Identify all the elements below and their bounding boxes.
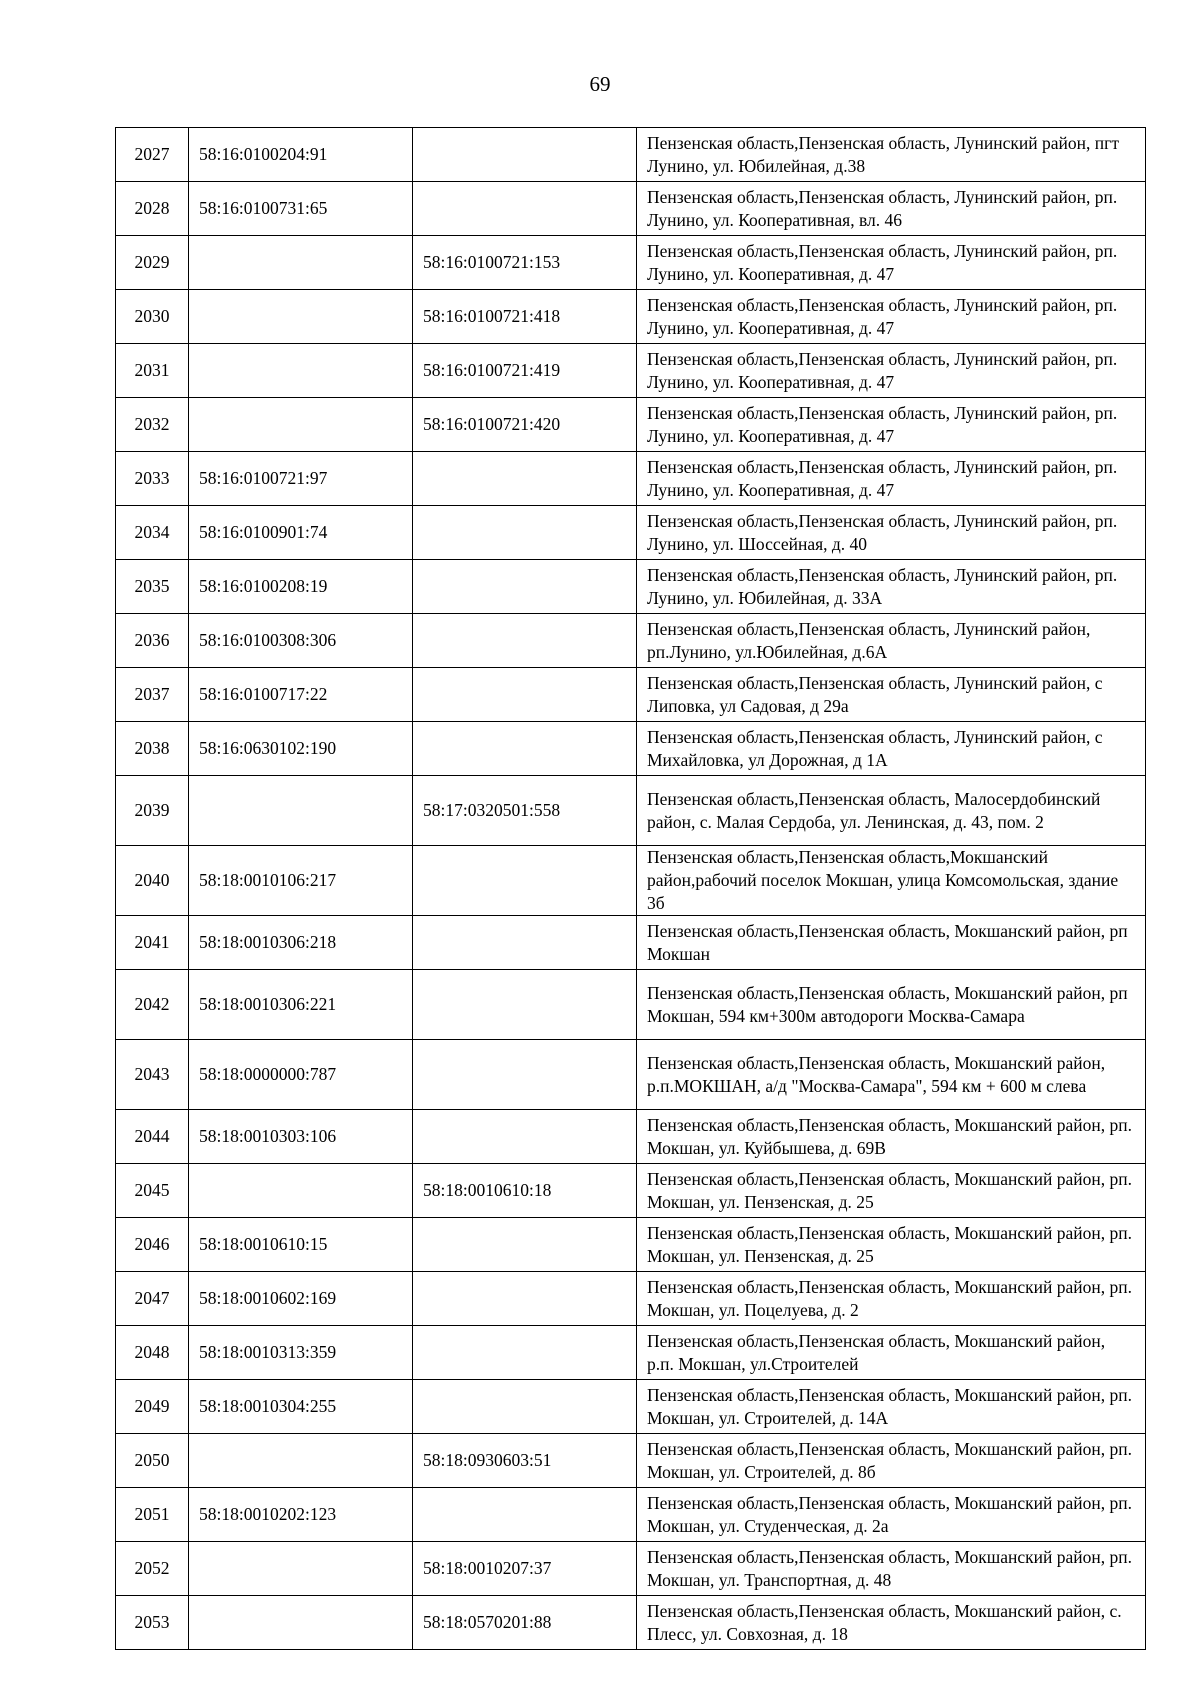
- row-number-cell: 2050: [116, 1434, 189, 1488]
- row-number-cell: 2046: [116, 1218, 189, 1272]
- cadastral-number-alt-cell: [413, 970, 637, 1040]
- row-number-cell: 2034: [116, 506, 189, 560]
- table-row: [116, 1542, 1146, 1596]
- cadastral-number-alt-cell: 58:18:0930603:51: [413, 1434, 637, 1488]
- row-number-cell: 2045: [116, 1164, 189, 1218]
- table-row: [116, 722, 1146, 776]
- cadastral-number-alt-cell: [413, 1272, 637, 1326]
- cadastral-number-alt-cell: [413, 722, 637, 776]
- cadastral-number-alt-cell: [413, 1380, 637, 1434]
- cadastral-number-cell: 58:16:0100731:65: [189, 182, 413, 236]
- cadastral-number-alt-cell: [413, 1040, 637, 1110]
- table-row: [116, 506, 1146, 560]
- table-row: [116, 398, 1146, 452]
- property-registry-table: [115, 127, 1146, 1650]
- row-number-cell: 2037: [116, 668, 189, 722]
- table-row: [116, 128, 1146, 182]
- cadastral-number-cell: 58:18:0010610:15: [189, 1218, 413, 1272]
- table-row: [116, 560, 1146, 614]
- address-cell: Пензенская область,Пензенская область, Лунинский район, пгт Лунино, ул. Юбилейная, д.38: [637, 128, 1146, 182]
- cadastral-number-alt-cell: [413, 1488, 637, 1542]
- address-cell: Пензенская область,Пензенская область, Мокшанский район, р.п. Мокшан, ул.Строителей: [637, 1326, 1146, 1380]
- cadastral-number-cell: 58:16:0100204:91: [189, 128, 413, 182]
- address-cell: Пензенская область,Пензенская область, Мокшанский район, рп. Мокшан, ул. Студенческая, д. 2а: [637, 1488, 1146, 1542]
- address-cell: Пензенская область,Пензенская область, Мокшанский район, рп Мокшан: [637, 916, 1146, 970]
- address-cell: Пензенская область,Пензенская область, Мокшанский район, рп. Мокшан, ул. Куйбышева, д. 69В: [637, 1110, 1146, 1164]
- address-cell: Пензенская область,Пензенская область, Лунинский район, рп. Лунино, ул. Кооперативная, д. 47: [637, 236, 1146, 290]
- address-cell: Пензенская область,Пензенская область, Лунинский район, рп. Лунино, ул. Шоссейная, д. 40: [637, 506, 1146, 560]
- address-cell: Пензенская область,Пензенская область, Мокшанский район, рп. Мокшан, ул. Пензенская, д. 25: [637, 1218, 1146, 1272]
- address-cell: Пензенская область,Пензенская область, Лунинский район, рп. Лунино, ул. Кооперативная, д. 47: [637, 398, 1146, 452]
- cadastral-number-cell: [189, 1596, 413, 1650]
- address-cell: Пензенская область,Пензенская область, Мокшанский район, рп. Мокшан, ул. Пензенская, д. 25: [637, 1164, 1146, 1218]
- cadastral-number-cell: 58:16:0100721:97: [189, 452, 413, 506]
- cadastral-number-alt-cell: 58:16:0100721:420: [413, 398, 637, 452]
- table-row: [116, 1218, 1146, 1272]
- table-row: [116, 1488, 1146, 1542]
- address-cell: Пензенская область,Пензенская область, Мокшанский район, рп. Мокшан, ул. Транспортная, д. 48: [637, 1542, 1146, 1596]
- table-row: [116, 1596, 1146, 1650]
- cadastral-number-cell: 58:16:0100308:306: [189, 614, 413, 668]
- row-number-cell: 2044: [116, 1110, 189, 1164]
- row-number-cell: 2028: [116, 182, 189, 236]
- table-row: [116, 846, 1146, 916]
- row-number-cell: 2040: [116, 846, 189, 916]
- cadastral-number-cell: 58:18:0010306:221: [189, 970, 413, 1040]
- address-cell: Пензенская область,Пензенская область, Лунинский район, с Михайловка, ул Дорожная, д 1А: [637, 722, 1146, 776]
- row-number-cell: 2047: [116, 1272, 189, 1326]
- cadastral-number-alt-cell: [413, 846, 637, 916]
- cadastral-number-alt-cell: [413, 668, 637, 722]
- address-cell: Пензенская область,Пензенская область, Мокшанский район, рп. Мокшан, ул. Строителей, д. 14А: [637, 1380, 1146, 1434]
- address-cell: Пензенская область,Пензенская область, Мокшанский район, рп. Мокшан, ул. Поцелуева, д. 2: [637, 1272, 1146, 1326]
- table-row: [116, 1040, 1146, 1110]
- cadastral-number-cell: 58:16:0630102:190: [189, 722, 413, 776]
- table-row: [116, 1164, 1146, 1218]
- address-cell: Пензенская область,Пензенская область, Лунинский район, рп. Лунино, ул. Кооперативная, д. 47: [637, 452, 1146, 506]
- table-row: [116, 916, 1146, 970]
- row-number-cell: 2052: [116, 1542, 189, 1596]
- address-cell: Пензенская область,Пензенская область, Лунинский район, рп.Лунино, ул.Юбилейная, д.6А: [637, 614, 1146, 668]
- registry-table-body: [116, 128, 1146, 1650]
- cadastral-number-alt-cell: [413, 128, 637, 182]
- row-number-cell: 2032: [116, 398, 189, 452]
- row-number-cell: 2030: [116, 290, 189, 344]
- cadastral-number-cell: 58:16:0100901:74: [189, 506, 413, 560]
- cadastral-number-cell: 58:18:0010202:123: [189, 1488, 413, 1542]
- cadastral-number-alt-cell: [413, 1218, 637, 1272]
- row-number-cell: 2027: [116, 128, 189, 182]
- row-number-cell: 2038: [116, 722, 189, 776]
- cadastral-number-cell: [189, 290, 413, 344]
- table-row: [116, 236, 1146, 290]
- row-number-cell: 2029: [116, 236, 189, 290]
- address-cell: Пензенская область,Пензенская область, Лунинский район, с Липовка, ул Садовая, д 29а: [637, 668, 1146, 722]
- cadastral-number-cell: 58:16:0100208:19: [189, 560, 413, 614]
- cadastral-number-alt-cell: 58:17:0320501:558: [413, 776, 637, 846]
- table-row: [116, 970, 1146, 1040]
- cadastral-number-alt-cell: [413, 1326, 637, 1380]
- row-number-cell: 2035: [116, 560, 189, 614]
- cadastral-number-cell: [189, 1542, 413, 1596]
- address-cell: Пензенская область,Пензенская область, Лунинский район, рп. Лунино, ул. Кооперативная, вл. 46: [637, 182, 1146, 236]
- cadastral-number-alt-cell: 58:18:0570201:88: [413, 1596, 637, 1650]
- row-number-cell: 2033: [116, 452, 189, 506]
- table-row: [116, 614, 1146, 668]
- cadastral-number-alt-cell: 58:16:0100721:419: [413, 344, 637, 398]
- table-row: [116, 1380, 1146, 1434]
- table-row: [116, 344, 1146, 398]
- table-row: [116, 182, 1146, 236]
- cadastral-number-alt-cell: [413, 614, 637, 668]
- table-row: [116, 290, 1146, 344]
- cadastral-number-cell: 58:18:0010602:169: [189, 1272, 413, 1326]
- row-number-cell: 2041: [116, 916, 189, 970]
- row-number-cell: 2051: [116, 1488, 189, 1542]
- address-cell: Пензенская область,Пензенская область, Мокшанский район, рп. Мокшан, ул. Строителей, д. 8б: [637, 1434, 1146, 1488]
- cadastral-number-alt-cell: [413, 1110, 637, 1164]
- address-cell: Пензенская область,Пензенская область, Мокшанский район, с. Плесс, ул. Совхозная, д. 18: [637, 1596, 1146, 1650]
- table-row: [116, 1434, 1146, 1488]
- cadastral-number-cell: [189, 398, 413, 452]
- cadastral-number-cell: 58:18:0010306:218: [189, 916, 413, 970]
- row-number-cell: 2049: [116, 1380, 189, 1434]
- cadastral-number-cell: 58:18:0010304:255: [189, 1380, 413, 1434]
- address-cell: Пензенская область,Пензенская область, Лунинский район, рп. Лунино, ул. Юбилейная, д. 33А: [637, 560, 1146, 614]
- row-number-cell: 2053: [116, 1596, 189, 1650]
- table-row: [116, 1110, 1146, 1164]
- row-number-cell: 2043: [116, 1040, 189, 1110]
- cadastral-number-cell: 58:18:0010106:217: [189, 846, 413, 916]
- cadastral-number-cell: [189, 1164, 413, 1218]
- address-cell: Пензенская область,Пензенская область, Лунинский район, рп. Лунино, ул. Кооперативная, д. 47: [637, 290, 1146, 344]
- cadastral-number-alt-cell: 58:16:0100721:153: [413, 236, 637, 290]
- cadastral-number-alt-cell: [413, 182, 637, 236]
- cadastral-number-cell: 58:18:0010303:106: [189, 1110, 413, 1164]
- cadastral-number-cell: [189, 344, 413, 398]
- page-number: 69: [589, 72, 611, 96]
- cadastral-number-alt-cell: 58:16:0100721:418: [413, 290, 637, 344]
- table-row: [116, 452, 1146, 506]
- row-number-cell: 2031: [116, 344, 189, 398]
- cadastral-number-cell: 58:18:0010313:359: [189, 1326, 413, 1380]
- address-cell: Пензенская область,Пензенская область, Лунинский район, рп. Лунино, ул. Кооперативная, д. 47: [637, 344, 1146, 398]
- table-row: [116, 776, 1146, 846]
- table-row: [116, 1326, 1146, 1380]
- cadastral-number-cell: [189, 236, 413, 290]
- cadastral-number-alt-cell: [413, 560, 637, 614]
- cadastral-number-alt-cell: [413, 506, 637, 560]
- cadastral-number-alt-cell: 58:18:0010610:18: [413, 1164, 637, 1218]
- address-cell: Пензенская область,Пензенская область,Мокшанский район,рабочий поселок Мокшан, улица Комсомольская, здание 3б: [637, 846, 1146, 916]
- table-row: [116, 668, 1146, 722]
- table-row: [116, 1272, 1146, 1326]
- row-number-cell: 2036: [116, 614, 189, 668]
- address-cell: Пензенская область,Пензенская область, Мокшанский район, рп Мокшан, 594 км+300м автодороги Москва-Самара: [637, 970, 1146, 1040]
- cadastral-number-cell: [189, 1434, 413, 1488]
- cadastral-number-alt-cell: 58:18:0010207:37: [413, 1542, 637, 1596]
- cadastral-number-cell: [189, 776, 413, 846]
- cadastral-number-cell: 58:16:0100717:22: [189, 668, 413, 722]
- address-cell: Пензенская область,Пензенская область, Малосердобинский район, с. Малая Сердоба, ул. Ленинская, д. 43, пом. 2: [637, 776, 1146, 846]
- address-cell: Пензенская область,Пензенская область, Мокшанский район, р.п.МОКШАН, а/д "Москва-Самара", 594 км + 600 м слева: [637, 1040, 1146, 1110]
- row-number-cell: 2048: [116, 1326, 189, 1380]
- cadastral-number-alt-cell: [413, 916, 637, 970]
- row-number-cell: 2042: [116, 970, 189, 1040]
- cadastral-number-alt-cell: [413, 452, 637, 506]
- cadastral-number-cell: 58:18:0000000:787: [189, 1040, 413, 1110]
- row-number-cell: 2039: [116, 776, 189, 846]
